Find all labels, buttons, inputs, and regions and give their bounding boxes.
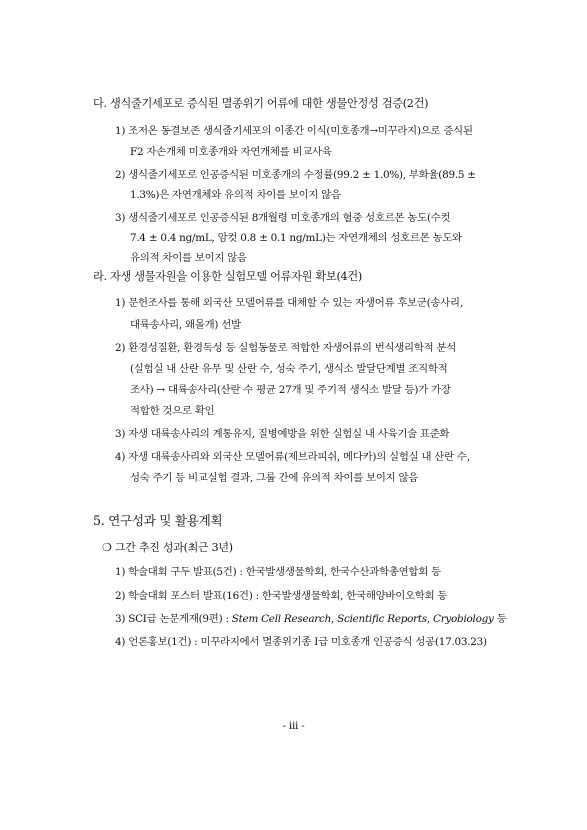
ra-item-4-line-1: 4) 자생 대륙송사리와 외국산 모델어류(제브라피쉬, 메다카)의 실험실 내 산란 수,: [115, 451, 470, 463]
achievement-item-2: 2) 학술대회 포스터 발표(16건) : 한국발생생물학회, 한국해양바이오학회 등: [115, 590, 448, 602]
da-item-2-line-1: 2) 생식줄기세포로 인공증식된 미호종개의 수정률(99.2 ± 1.0%), 부화율(89.5 ±: [115, 169, 476, 181]
section-5-heading: 5. 연구성과 및 활용계획: [93, 513, 223, 528]
achievement-item-3: [115, 612, 506, 626]
achievements-bullet-text: 그간 추진 성과(최근 3년): [114, 541, 233, 554]
ra-item-2-line-2: (실험실 내 산란 유무 및 산란 수, 성숙 주기, 생식소 발달단계별 조직학적: [130, 363, 448, 375]
page-number: - iii -: [282, 720, 305, 732]
da-item-1-line-1: 1) 조저온 동결보존 생식줄기세포의 이종간 이식(미호종개→미꾸라지)으로 증식된: [115, 125, 473, 137]
journal-stem-cell-research: Stem Cell Research: [231, 613, 332, 625]
achievement-item-4: 4) 언론홍보(1건) : 미꾸라지에서 멸종위기종 Ⅰ급 미호종개 인공증식 성공(17.03.23): [115, 636, 487, 648]
ra-item-2-line-1: 2) 환경성질환, 환경독성 등 실험동물로 적합한 자생어류의 번식생리학적 분석: [115, 342, 457, 354]
da-item-2-line-2: 1.3%)은 자연개체와 유의적 차이를 보이지 않음: [130, 189, 341, 201]
journal-separator-1: ,: [331, 613, 338, 625]
section-da-heading: 다. 생식줄기세포로 증식된 멸종위기 어류에 대한 생물안정성 검증(2건): [93, 97, 429, 110]
journal-cryobiology: Cryobiology: [433, 613, 494, 625]
journal-scientific-reports: Scientific Reports: [337, 613, 427, 625]
ra-item-1-line-1: 1) 문헌조사를 통해 외국산 모델어류를 대체할 수 있는 자생어류 후보군(송사리,: [115, 297, 463, 309]
achievement-item-1: 1) 학술대회 구두 발표(5건) : 한국발생생물학회, 한국수산과학총연합회 등: [115, 566, 441, 578]
ra-item-2-line-4: 적합한 것으로 확인: [130, 405, 215, 417]
da-item-3-line-2: 7.4 ± 0.4 ng/mL, 암컷 0.8 ± 0.1 ng/mL)는 자연개체의 성호르몬 농도와: [130, 232, 462, 244]
ra-item-4-line-2: 성숙 주기 등 비교실험 결과, 그룹 간에 유의적 차이를 보이지 않음: [130, 472, 419, 484]
journal-separator-2: ,: [426, 613, 433, 625]
da-item-3-line-3: 유의적 차이를 보이지 않음: [130, 252, 247, 264]
achievement-item-3-suffix: 등: [493, 613, 507, 625]
ra-item-3-line-1: 3) 자생 대륙송사리의 계통유지, 질병예방을 위한 실험실 내 사육기술 표준화: [115, 428, 450, 440]
achievement-item-3-prefix: 3) SCI급 논문게재(9편) :: [115, 613, 232, 625]
achievements-bullet: [102, 541, 233, 555]
da-item-1-line-2: F2 자손개체 미호종개와 자연개체를 비교사육: [130, 146, 332, 158]
ra-item-1-line-2: 대륙송사리, 왜몰개) 선발: [130, 319, 241, 331]
section-ra-heading: 라. 자생 생물자원을 이용한 실험모델 어류자원 확보(4건): [93, 270, 362, 283]
hollow-circle-icon: ❍: [102, 541, 112, 554]
ra-item-2-line-3: 조사) → 대륙송사리(산란 수 평균 27개 및 주기적 생식소 발달 등)가 가장: [130, 384, 451, 396]
da-item-3-line-1: 3) 생식줄기세포로 인공증식된 8개월령 미호종개의 혈중 성호르몬 농도(수컷: [115, 212, 451, 224]
